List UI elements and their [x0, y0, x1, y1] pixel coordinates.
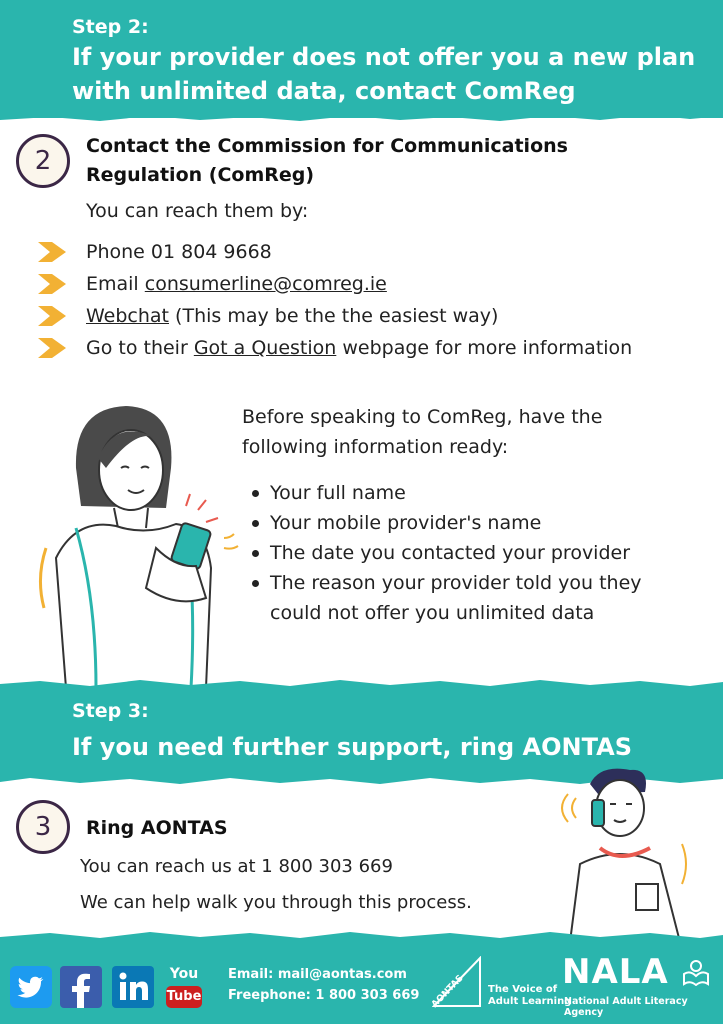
chevron-right-icon — [38, 338, 66, 358]
aontas-tagline-line1: The Voice of — [488, 984, 558, 995]
help-text: We can help walk you through this process. — [80, 892, 472, 913]
youtube-tube-text: Tube — [166, 986, 202, 1008]
nala-tagline: National Adult Literacy Agency — [564, 996, 688, 1018]
webpage-suffix: webpage for more information — [336, 337, 633, 359]
footer-email: Email: mail@aontas.com — [228, 967, 407, 982]
step3-title: If you need further support, ring AONTAS — [72, 733, 632, 761]
prep-item: The reason your provider told you they could not offer you unlimited data — [248, 568, 698, 628]
step-number-3 — [16, 800, 70, 854]
contact-method-webchat — [38, 300, 658, 332]
step2-title-line2: with unlimited data, contact ComReg — [72, 77, 576, 105]
chevron-right-icon — [38, 274, 66, 294]
facebook-icon[interactable] — [60, 966, 102, 1008]
webchat-note: (This may be the the easiest way) — [169, 305, 499, 327]
twitter-icon[interactable] — [10, 966, 52, 1008]
chevron-right-icon — [38, 242, 66, 262]
step-number-2 — [16, 134, 70, 188]
phone-text: Phone 01 804 9668 — [86, 241, 272, 263]
ring-aontas-heading: Ring AONTAS — [86, 817, 228, 839]
email-link[interactable]: consumerline@comreg.ie — [144, 273, 387, 295]
prep-item: Your full name — [248, 478, 698, 508]
prep-item: The date you contacted your provider — [248, 538, 698, 568]
linkedin-icon[interactable] — [112, 966, 154, 1008]
contact-method-email — [38, 268, 658, 300]
comreg-heading-line1: Contact the Commission for Communications — [86, 135, 568, 157]
footer-freephone: Freephone: 1 800 303 669 — [228, 988, 420, 1003]
aontas-phone-number: 1 800 303 669 — [261, 856, 393, 877]
step2-title-line1: If your provider does not offer you a new plan — [72, 43, 696, 71]
youtube-icon[interactable] — [164, 966, 204, 1008]
prep-intro-line1: Before speaking to ComReg, have the — [242, 406, 603, 428]
prep-intro-line2: following information ready: — [242, 436, 509, 458]
reach-us-text — [80, 854, 393, 880]
step-number-2-text: 2 — [34, 146, 52, 176]
reach-us-prefix: You can reach us at — [80, 856, 262, 877]
step-number-3-text: 3 — [34, 812, 52, 842]
prep-item: Your mobile provider's name — [248, 508, 698, 538]
torn-edge — [0, 110, 723, 126]
step3-label: Step 3: — [72, 700, 149, 722]
webchat-link[interactable]: Webchat — [86, 305, 170, 327]
aontas-tagline-line2: Adult Learning — [488, 996, 572, 1007]
contact-methods-list — [38, 236, 658, 364]
contact-method-webpage — [38, 332, 658, 364]
man-on-phone-illustration — [540, 764, 710, 942]
youtube-you-text: You — [169, 966, 199, 982]
got-a-question-link[interactable]: Got a Question — [193, 337, 337, 359]
nala-book-icon — [682, 958, 710, 986]
prep-info-list — [248, 478, 698, 628]
woman-with-phone-illustration — [36, 398, 246, 688]
reach-intro: You can reach them by: — [86, 200, 309, 222]
step2-label: Step 2: — [72, 16, 149, 38]
chevron-right-icon — [38, 306, 66, 326]
contact-method-phone — [38, 236, 658, 268]
comreg-heading-line2: Regulation (ComReg) — [86, 164, 315, 186]
webpage-prefix: Go to their — [86, 337, 194, 359]
nala-logo-text: NALA — [562, 952, 669, 992]
email-prefix: Email — [86, 273, 145, 295]
aontas-logo-text: AONTAS — [430, 973, 466, 1010]
